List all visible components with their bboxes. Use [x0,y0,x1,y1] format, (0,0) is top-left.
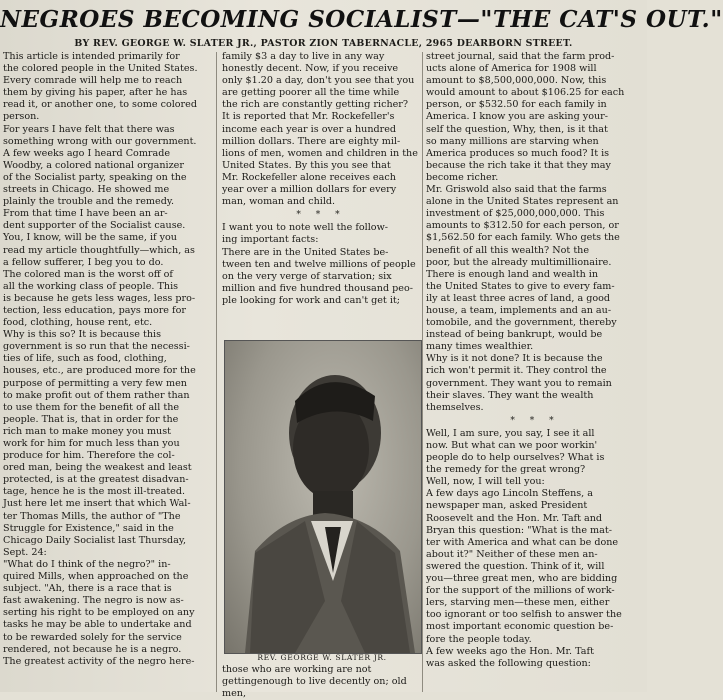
text-line: tection, less education, pays more for [3,304,186,316]
text-line: The colored man is the worst off of [3,268,173,280]
text-line: I want you to note well the follow- [222,222,389,234]
text-line: Chicago Daily Socialist last Thursday, [3,534,187,546]
text-line: Well, I am sure, you say, I see it all [426,427,595,439]
text-line: Woodby, a colored national organizer [3,159,184,171]
text-line: house, a team, implements and an au- [426,304,612,316]
text-line: houses, etc., are produced more for the [3,365,196,377]
text-line: benefit of all this wealth? Not the [426,244,590,256]
section-divider: * * * [510,415,560,426]
column-2-continued [222,664,420,700]
text-line: their slaves. They want the wealth [426,389,594,401]
text-line: United States. By this you see that [222,159,391,171]
text-line: the United States to give to every fam- [426,280,615,292]
text-line: newspaper man, asked President [426,500,588,512]
text-line: those who are working are not getting [222,664,372,688]
text-line: There are in the United States be- [222,246,389,258]
text-line: produce for him. Therefore the col- [3,450,175,462]
text-line: purpose of permitting a very few men [3,377,187,389]
text-line: ter with America and what can be done [426,536,619,548]
text-line: income each year is over a hundred [222,123,397,135]
text-line: Why is it not done? It is because the [426,353,603,365]
text-line: themselves. [426,401,484,413]
text-line: so many millions are starving when [426,135,599,147]
text-line: only $1.20 a day, don't you see that you [222,75,415,87]
text-line: investment of $25,000,000,000. This [426,208,605,220]
text-line: them by giving his paper, after he has [3,87,188,99]
column-rule [422,52,423,692]
text-line: because the rich take it that they may [426,159,611,171]
text-line: It is reported that Mr. Rockefeller's [222,111,395,123]
text-line: many times wealthier. [426,341,534,353]
text-line: tomobile, and the government, thereby [426,317,617,329]
text-line: person, or $532.50 for each family in [426,99,607,111]
text-line: This article is intended primarily for [3,51,180,62]
text-line: amount to $8,500,000,000. Now, this [426,75,607,87]
byline: BY REV. GEORGE W. SLATER JR., PASTOR ZION TABERNACLE, 2965 DEARBORN STREET. [74,38,573,49]
text-line: family $3 a day to live in any way [222,51,385,62]
text-line: alone in the United States represent an [426,196,619,208]
text-line: Mr. Rockefeller alone receives each [222,171,396,183]
text-line: are getting poorer all the time while [222,87,400,99]
text-line: Well, now, I will tell you: [426,476,545,488]
text-line: ored man, being the weakest and least [3,462,192,474]
text-line: quired Mills, when approached on the [3,571,189,583]
headline: NEGROES BECOMING SOCIALIST—"THE CAT'S OUT." [0,6,723,33]
text-line: ucts alone of America for 1908 will [426,63,597,75]
text-line: You, I know, will be the same, if you [3,232,177,244]
text-line: about it?" Neither of these men an- [426,548,598,560]
portrait-illustration [225,341,421,653]
text-line: ily at least three acres of land, a good [426,292,611,304]
text-line: would amount to about $106.25 for each [426,87,625,99]
text-line: For years I have felt that there was [3,123,175,135]
text-line: street journal, said that the farm prod- [426,51,615,62]
text-line: A few weeks ago the Hon. Mr. Taft [426,645,594,657]
text-line: now. But what can we poor workin' [426,440,598,451]
text-line: people. That is, that in order for the [3,413,179,425]
text-line: of the Socialist party, speaking on the [3,171,187,183]
portrait-photo [224,340,422,654]
text-line: subject. "Ah, there is a race that is [3,583,172,595]
text-line: swered the question. Think of it, will [426,560,605,572]
text-line: serting his right to be employed on any [3,607,195,619]
text-line: a fellow sufferer, I beg you to do. [3,256,164,268]
text-line: to be rewarded solely for the service [3,631,182,643]
text-line: Sept. 24: [3,546,47,558]
text-line: honestly decent. Now, if you receive [222,63,399,75]
text-line: streets in Chicago. He showed me [3,184,170,196]
text-line: self the question, Why, then, is it that [426,123,608,135]
text-line: person. [3,111,40,123]
column-2 [222,51,420,341]
text-line: America produces so much food? It is [426,147,610,159]
text-line: tage, hence he is the most ill-treated. [3,486,186,498]
text-line: tasks he may be able to undertake and [3,619,192,631]
text-line: enough to live decently on; old men, [222,676,407,700]
text-line: Mr. Griswold also said that the farms [426,184,607,196]
photo-caption: REV. GEORGE W. SLATER JR. [257,653,387,662]
text-line: Bryan this question: "What is the mat- [426,524,612,536]
section-divider: * * * [296,210,346,221]
text-line: work for him for much less than you [3,438,180,449]
text-line: America. I know you are asking your- [426,111,608,123]
text-line: instead of being bankrupt, would be [426,329,603,341]
column-rule [216,52,217,692]
text-line: From that time I have been an ar- [3,208,168,220]
text-line: rendered, not because he is a negro. [3,643,182,655]
text-line: man, woman and child. [222,196,336,208]
column-3 [426,51,644,692]
text-line: There is enough land and wealth in [426,268,599,280]
text-line: ple looking for work and can't get it; [222,294,400,306]
text-line: on the very verge of starvation; six [222,270,392,282]
text-line: read it, or another one, to some colored [3,99,197,111]
column-1 [3,51,213,692]
text-line: Every comrade will help me to reach [3,75,183,87]
text-line: ter Thomas Mills, the author of "The [3,510,181,522]
text-line: read my article thoughtfully—which, as [3,244,195,256]
text-line: poor, but the already multimillionaire. [426,256,612,268]
text-line: fast awakening. The negro is now as- [3,595,184,607]
text-line: amounts to $312.50 for each person, or [426,220,619,232]
text-line: lers, starving men—these men, either [426,597,610,609]
text-line: fore the people today. [426,633,532,645]
text-line: lions of men, women and children in the [222,147,418,159]
text-line: "What do I think of the negro?" in- [3,558,171,570]
text-line: to use them for the benefit of all the [3,401,180,413]
text-line: become richer. [426,171,499,183]
text-line: most important economic question be- [426,621,614,633]
text-line: rich won't permit it. They control the [426,365,607,377]
text-line: year over a million dollars for every [222,184,397,196]
text-line: protected, is at the greatest disadvan- [3,474,189,486]
text-line: Just here let me insert that which Wal- [3,498,191,510]
text-line: A few weeks ago I heard Comrade [3,147,171,159]
text-line: is because he gets less wages, less pro- [3,292,196,304]
text-line: Why is this so? It is because this [3,329,162,341]
text-line: Roosevelt and the Hon. Mr. Taft and [426,512,603,524]
text-line: the remedy for the great wrong? [426,464,586,476]
text-line: rich man to make money you must [3,425,172,437]
text-line: was asked the following question: [426,657,591,669]
text-line: all the working class of people. This [3,280,179,292]
text-line: the colored people in the United States. [3,63,198,75]
text-line: food, clothing, house rent, etc. [3,317,153,329]
text-line: ties of life, such as food, clothing, [3,353,167,365]
text-line: too ignorant or too selfish to answer the [426,609,622,621]
text-line: million and five hundred thousand peo- [222,282,413,294]
text-line: million dollars. There are eighty mil- [222,135,401,147]
text-line: ing important facts: [222,234,319,246]
text-line: dent supporter of the Socialist cause. [3,220,186,232]
text-line: tween ten and twelve millions of people [222,258,416,270]
text-line: to make profit out of them rather than [3,389,190,401]
text-line: something wrong with our government. [3,135,197,147]
text-line: A few days ago Lincoln Steffens, a [426,488,593,500]
text-line: government. They want you to remain [426,377,612,389]
text-line: $1,562.50 for each family. Who gets the [426,232,620,244]
text-line: Struggle for Existence," said in the [3,522,174,534]
text-line: the rich are constantly getting richer? [222,99,409,111]
text-line: you—three great men, who are bidding [426,573,618,585]
text-line: for the support of the millions of work- [426,585,615,597]
text-line: people do to help ourselves? What is [426,452,605,464]
text-line: government is so run that the necessi- [3,341,190,353]
text-line: The greatest activity of the negro here- [3,655,195,667]
text-line: plainly the trouble and the remedy. [3,196,175,208]
